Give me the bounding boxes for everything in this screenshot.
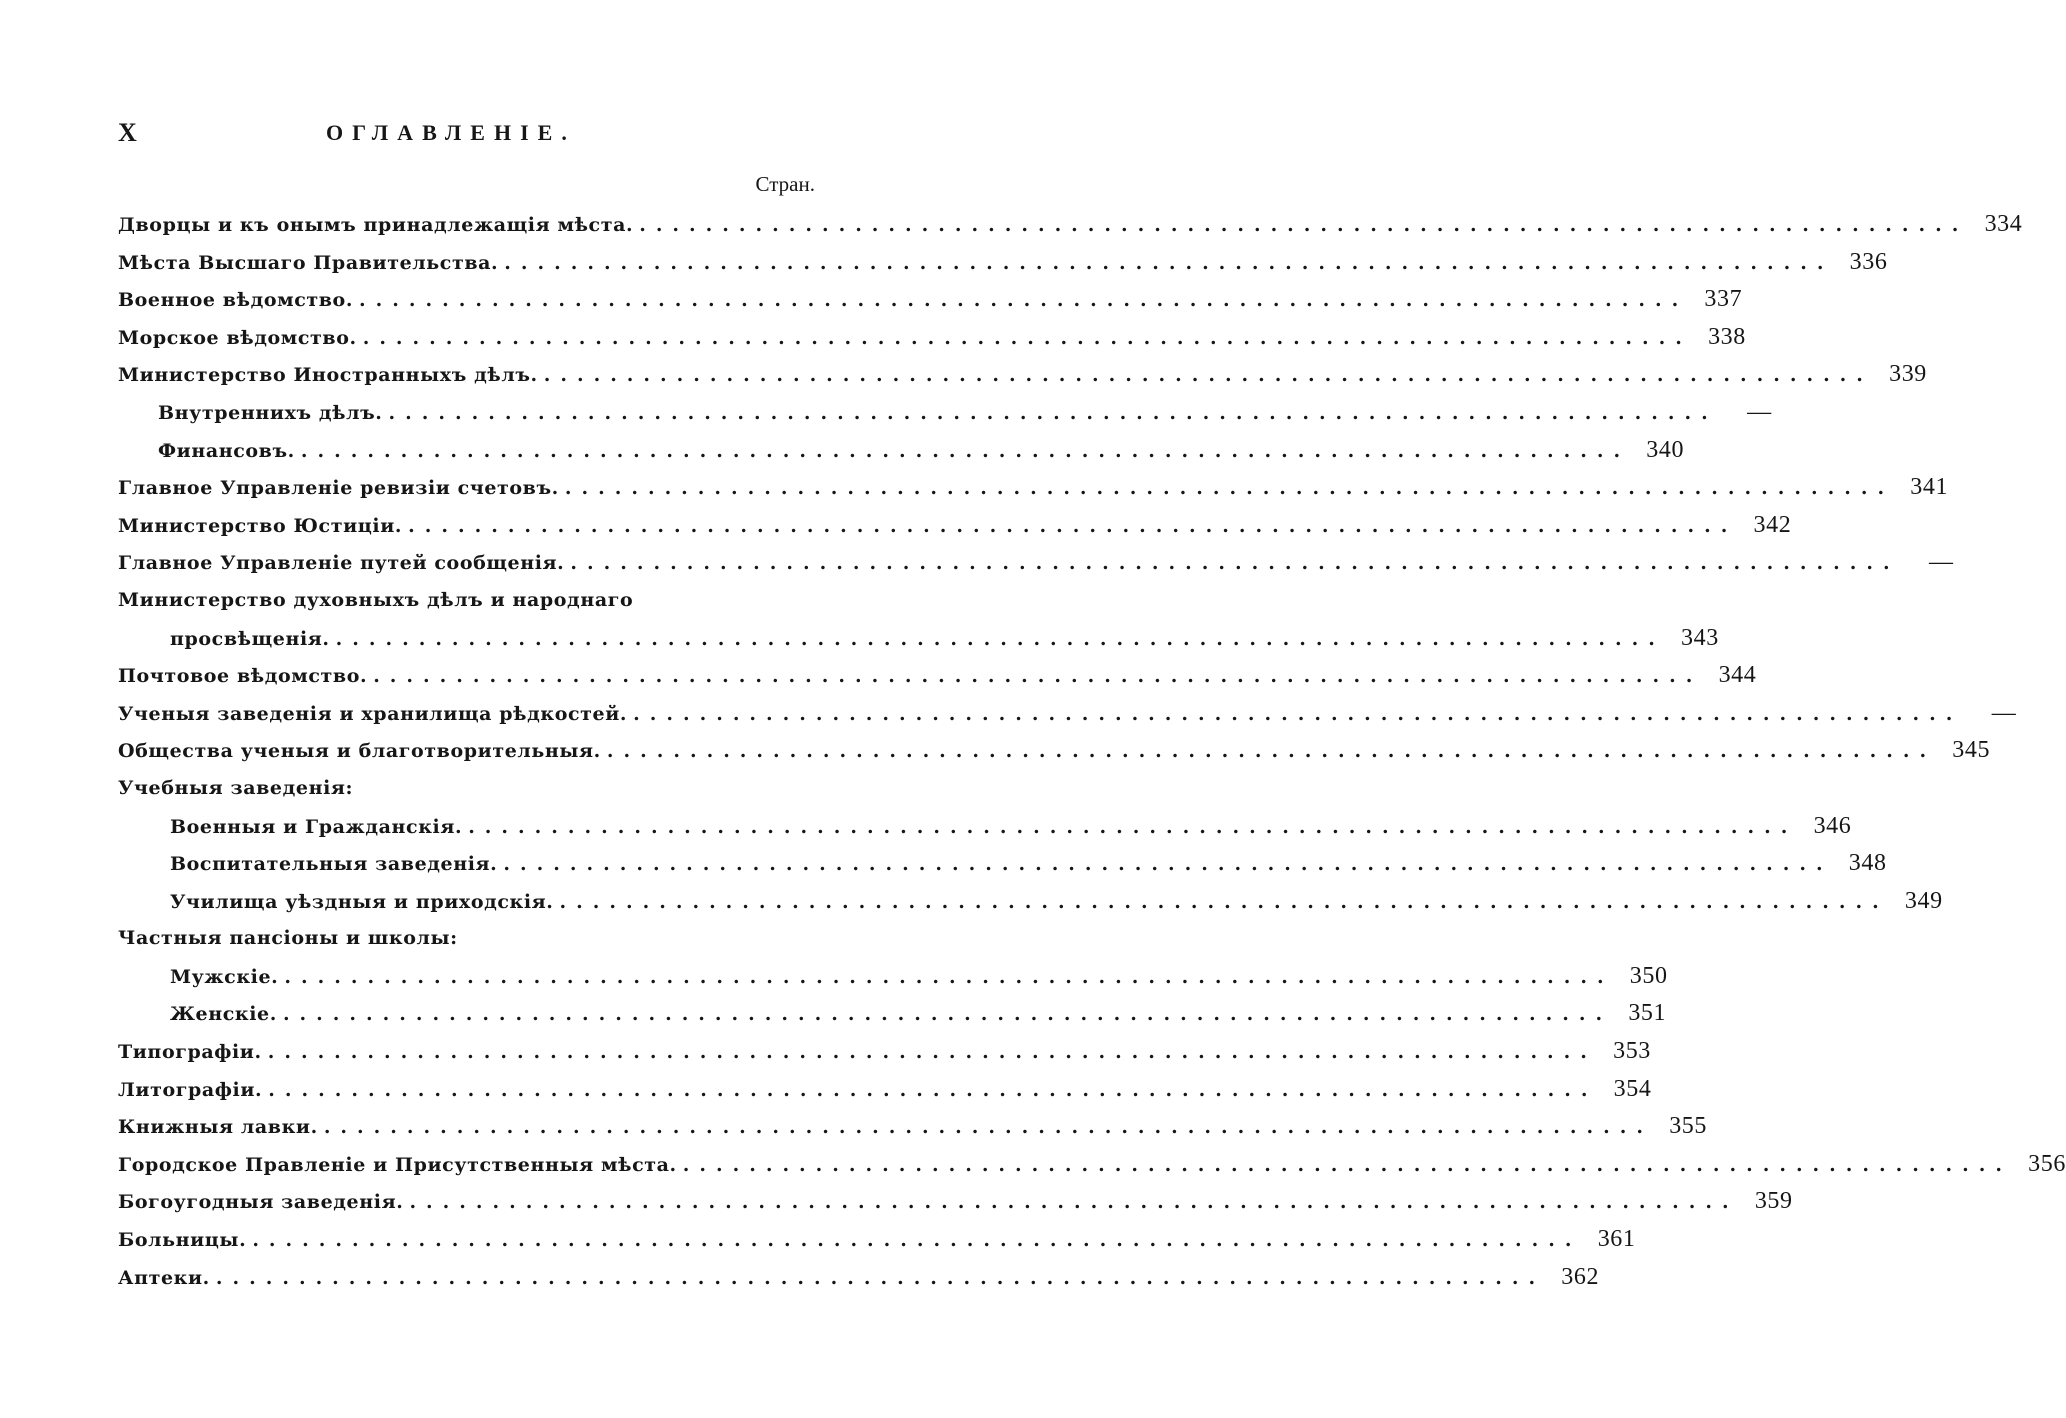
toc-entry [118, 244, 1888, 282]
toc-entry [118, 582, 815, 620]
toc-entry-label: Министерство духовныхъ дѣлъ и народнаго [118, 588, 634, 611]
toc-entry-label: Учебныя заведенія: [118, 776, 354, 799]
toc-entry-label: Ученыя заведенія и хранилища рѣдкостей. [118, 702, 628, 725]
toc-entry-label: Воспитательныя заведенія. [170, 853, 498, 876]
dot-leader: ................................................................................ [300, 439, 1631, 462]
dot-leader: ................................................................................ [559, 890, 1889, 913]
toc-entry [118, 356, 1927, 394]
toc-entry [118, 1033, 1651, 1071]
toc-entry-label: Военныя и Гражданскія. [170, 815, 463, 838]
toc-entry-label: Городское Правленіе и Присутственныя мѣста. [118, 1153, 677, 1176]
dot-leader: ................................................................................ [503, 853, 1833, 876]
toc-entry-label: Литографіи. [118, 1078, 263, 1101]
toc-entry-label: Министерство Юстиціи. [118, 514, 403, 537]
dot-leader: ................................................................................ [468, 815, 1798, 838]
toc-entry [118, 958, 1668, 996]
dot-leader: ................................................................................ [267, 1041, 1597, 1064]
toc-entry-label: просвѣщенія. [170, 627, 330, 650]
toc-entry [118, 732, 1991, 770]
toc-entry-label: Аптеки. [118, 1266, 210, 1289]
dot-leader: ................................................................................ [504, 251, 1834, 274]
toc-entry-label: Финансовъ. [158, 439, 295, 462]
toc-entry-label: Женскіе. [170, 1003, 277, 1026]
toc-entry-label: Главное Управленіе ревизіи счетовъ. [118, 477, 559, 500]
toc-entry [118, 1221, 1636, 1259]
dot-leader: ................................................................................ [284, 965, 1614, 988]
toc-entry-label: Книжныя лавки. [118, 1116, 318, 1139]
dot-leader: ................................................................................ [282, 1003, 1613, 1026]
toc-entry [118, 845, 1887, 883]
toc-entry [118, 507, 1792, 545]
page-number: X [118, 118, 137, 147]
toc-entry-page: 334 [1984, 211, 2023, 237]
toc-entry-page: — [1928, 549, 1954, 576]
dot-leader: ................................................................................ [252, 1229, 1582, 1252]
toc-entry-page: 355 [1669, 1113, 1707, 1140]
toc-entry-label: Почтовое вѣдомство. [118, 665, 368, 688]
toc-entry [118, 1146, 2066, 1184]
toc-entry [118, 883, 1943, 921]
toc-entry-page: 337 [1704, 286, 1743, 313]
toc-entry-page: 336 [1849, 248, 1888, 275]
dot-leader: ................................................................................ [564, 477, 1895, 500]
toc-entry-page: 344 [1718, 662, 1757, 689]
toc-entry-label: Типографіи. [118, 1041, 262, 1064]
dot-leader: ................................................................................ [362, 326, 1692, 349]
dot-leader: ................................................................................ [682, 1153, 2012, 1176]
toc-entry [118, 1071, 1652, 1109]
toc-entry-page: 350 [1629, 962, 1668, 989]
toc-entry-page: — [1747, 398, 1772, 425]
toc-entry-page: 359 [1754, 1188, 1793, 1215]
toc-entry-page: 343 [1681, 624, 1719, 651]
toc-entry-page: 362 [1561, 1263, 1600, 1290]
toc-entry [118, 995, 1667, 1033]
page-column-label: Стран. [755, 172, 815, 196]
toc-entry-page: 349 [1904, 887, 1943, 914]
dot-leader: ................................................................................ [373, 665, 1703, 688]
toc-entry-label: Главное Управленіе путей сообщенія. [118, 552, 565, 575]
toc-entry-label: Внутреннихъ дѣлъ. [158, 401, 383, 424]
toc-entry-label: Училища уѣздныя и приходскія. [170, 890, 554, 913]
dot-leader: ................................................................................ [268, 1078, 1598, 1101]
toc-entry-label: Общества ученыя и благотворительныя. [118, 740, 601, 763]
toc-entry [118, 281, 1743, 319]
toc-entry-label: Богоугодныя заведенія. [118, 1191, 404, 1214]
toc-entry [118, 432, 1685, 470]
toc-entry [118, 770, 815, 808]
dot-leader: ................................................................................ [408, 514, 1738, 537]
toc-entry-page: 338 [1708, 323, 1746, 350]
toc-entry [118, 394, 1772, 432]
toc-entry-label: Морское вѣдомство. [118, 326, 357, 349]
running-header [118, 118, 818, 154]
dot-leader: ................................................................................ [570, 552, 1900, 575]
toc-entry [118, 206, 2023, 244]
toc-entry-page: 353 [1613, 1038, 1651, 1065]
toc-entry-page: 345 [1952, 737, 1991, 764]
dot-leader: ................................................................................ [543, 364, 1873, 387]
toc-entry-page: — [1991, 699, 2017, 726]
toc-entry-page: 341 [1910, 474, 1949, 501]
toc-entry [118, 1108, 1707, 1146]
dot-leader: ................................................................................ [639, 214, 1969, 236]
dot-leader: ................................................................................ [409, 1191, 1739, 1214]
dot-leader: ................................................................................ [335, 627, 1665, 650]
dot-leader: ................................................................................ [215, 1266, 1546, 1289]
toc-entry-page: 348 [1848, 850, 1887, 877]
toc-entry [118, 1183, 1793, 1221]
toc-entry-page: 361 [1597, 1226, 1636, 1253]
dot-leader: ................................................................................ [359, 289, 1689, 312]
dot-leader: ................................................................................ [606, 740, 1937, 763]
toc-entry [118, 808, 1852, 846]
toc-entry-page: 351 [1628, 1000, 1667, 1027]
toc-entry-label: Военное вѣдомство. [118, 289, 354, 312]
toc-entry [118, 920, 815, 958]
toc-entry-page: 346 [1813, 812, 1852, 839]
toc-entry-label: Мужскіе. [170, 965, 279, 988]
toc-entry-label: Частныя пансіоны и школы: [118, 927, 458, 950]
toc-entry-label: Мѣста Высшаго Правительства. [118, 251, 499, 274]
toc-entry [118, 657, 1757, 695]
dot-leader: ................................................................................ [323, 1116, 1653, 1139]
dot-leader: ................................................................................ [388, 401, 1718, 424]
toc-entry [118, 1259, 1600, 1297]
toc-entry-page: 356 [2028, 1150, 2066, 1177]
toc-entry-page: 354 [1613, 1075, 1652, 1102]
toc-entry-label: Министерство Иностранныхъ дѣлъ. [118, 364, 538, 387]
dot-leader: ................................................................................ [633, 702, 1963, 725]
toc-entry-page: 340 [1646, 436, 1685, 463]
page-title: ОГЛАВЛЕНІЕ. [326, 120, 576, 145]
toc-entry-label: Больницы. [118, 1229, 247, 1252]
toc-entry-label: Дворцы и къ онымъ принадлежащія мѣста. [118, 214, 634, 236]
table-of-contents [118, 206, 2066, 1296]
toc-entry-page: 339 [1889, 361, 1927, 388]
toc-entry [118, 695, 2017, 733]
toc-entry [118, 469, 1949, 507]
toc-entry [118, 319, 1746, 357]
toc-entry [118, 620, 1719, 658]
toc-entry [118, 544, 1954, 582]
toc-entry-page: 342 [1753, 511, 1792, 538]
